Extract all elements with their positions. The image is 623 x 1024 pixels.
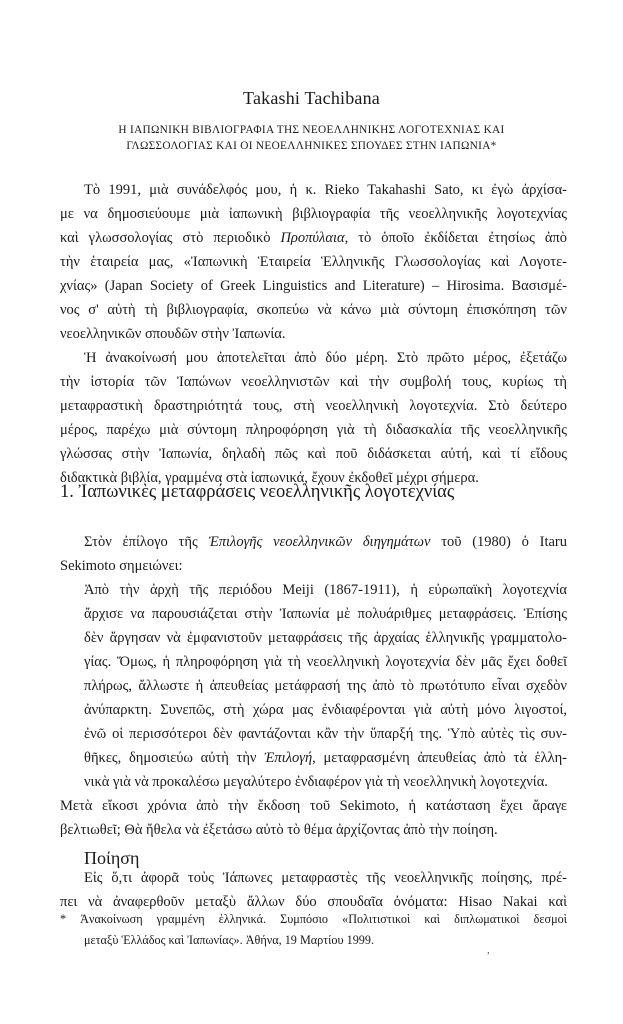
paragraph-2-line-6: διδακτικὰ βιβλία, γραμμένα στὰ ἰαπωνικά, ἔχουν ἐκδοθεῖ μέχρι σήμερα. bbox=[60, 470, 479, 486]
paper-title-line-1: Η ΙΑΠΩΝΙΚΗ ΒΙΒΛΙΟΓΡΑΦΙΑ ΤΗΣ ΝΕΟΕΛΛΗΝΙΚΗΣ ΛΟΓΟΤΕΧΝΙΑΣ ΚΑΙ bbox=[118, 124, 505, 136]
paragraph-2-line-2: τὴν ἱστορία τῶν Ἰαπώνων νεοελληνιστῶν καὶ τὴν συμβολή τους, κυρίως τὴ bbox=[60, 374, 567, 390]
quote-line-8: θῆκες, δημοσιεύω αὐτὴ τὴν Ἐπιλογή, μεταφρασμένη ἀπευθείας ἀπὸ τὰ ἑλλη- bbox=[84, 750, 567, 766]
journal-title: Προπύλαια bbox=[280, 230, 345, 246]
paragraph-1-line-7: νεοελληνικῶν σπουδῶν στὴν Ἰαπωνία. bbox=[60, 326, 286, 342]
quote-line-6: ἀνύπαρκτη. Συνεπῶς, στὴ χώρα μας ἐνδιαφέρονται γιὰ αὐτὴ μόνο λιγοστοί, bbox=[84, 702, 567, 718]
paragraph-2-line-3: μεταφραστικὴ δραστηριότητά τους, στὴ νεοελληνικὴ λογοτεχνία. Στὸ δεύτερο bbox=[60, 398, 567, 414]
paragraph-2-line-5: γλώσσας στὴν Ἰαπωνία, δηλαδὴ πῶς καὶ ποῦ διδάσκεται αὐτή, καὶ τί εἴδους bbox=[60, 446, 567, 462]
paragraph-5-line-1: Εἰς ὅ,τι ἀφορᾶ τοὺς Ἰάπωνες μεταφραστὲς τῆς νεοελληνικῆς ποίησης, πρέ- bbox=[84, 870, 567, 886]
quote-line-4: γίας. Ὅμως, ἡ πληροφόρηση γιὰ τὴ νεοελληνικὴ λογοτεχνία δὲν μᾶς ἔχει δοθεῖ bbox=[84, 654, 567, 670]
paragraph-2-line-1: Ἡ ἀνακοίνωσή μου ἀποτελεῖται ἀπὸ δύο μέρη. Στὸ πρῶτο μέρος, ἐξετάζω bbox=[84, 350, 567, 366]
footnote-line-1: * Ἀνακοίνωση γραμμένη ἑλληνικά. Συμπόσιο «Πολιτιστικοὶ καὶ διπλωματικοὶ δεσμοὶ bbox=[60, 912, 567, 926]
anthology-title: Ἐπιλογή bbox=[264, 750, 313, 766]
paragraph-1-line-5: χνίας» (Japan Society of Greek Linguistics and Literature) – Hirosima. Βασισμέ- bbox=[60, 278, 567, 294]
quote-line-7: ἐνῶ οἱ περισσότεροι δὲν φαντάζονται κἂν τὴν ὕπαρξή της. Ὑπὸ αὐτὲς τὶς συν- bbox=[84, 726, 567, 742]
paragraph-3-line-1: Στὸν ἐπίλογο τῆς Ἐπιλογῆς νεοελληνικῶν διηγημάτων τοῦ (1980) ὁ Itaru bbox=[84, 534, 567, 550]
stray-mark: , bbox=[487, 944, 490, 956]
paragraph-4-line-1: Μετὰ εἴκοσι χρόνια ἀπὸ τὴν ἔκδοση τοῦ Sekimoto, ἡ κατάσταση ἔχει ἄραγε bbox=[60, 798, 567, 814]
paragraph-1-line-1: Τὸ 1991, μιὰ συνάδελφός μου, ἡ κ. Rieko Takahashi Sato, κι ἐγὼ ἀρχίσα- bbox=[84, 182, 567, 198]
quote-line-5: πλήρως, ἄλλωστε ἡ ἀπευθείας μετάφρασή της ἀπὸ τὸ πρωτότυπο εἶναι σχεδὸν bbox=[84, 678, 567, 694]
footnote-line-2: μεταξὺ Ἑλλάδος καὶ Ἰαπωνίας». Ἀθήνα, 19 Μαρτίου 1999. bbox=[84, 933, 375, 947]
section-heading: 1. Ἰαπωνικὲς μεταφράσεις νεοελληνικῆς λογοτεχνίας bbox=[60, 482, 455, 502]
paragraph-2-line-4: μέρος, παρέχω μιὰ σύντομη πληροφόρηση γιὰ τὴ διδασκαλία τῆς νεοελληνικῆς bbox=[60, 422, 567, 438]
quote-line-2: ἄρχισε να παρουσιάζεται στὴν Ἰαπωνία μὲ πολυάριθμες μεταφράσεις. Ἐπίσης bbox=[84, 606, 567, 622]
paragraph-4-line-2: βελτιωθεῖ; Θὰ ἤθελα νὰ ἐξετάσω αὐτὸ τὸ θέμα ἀρχίζοντας ἀπὸ τὴν ποίηση. bbox=[60, 822, 498, 838]
paragraph-1-line-6: νος σ' αὐτὴ τὴ βιβλιογραφία, σκοπεύω νὰ κάνω μιὰ σύντομη ἐπισκόπηση τῶν bbox=[60, 302, 567, 318]
paragraph-5-line-2: πει νὰ ἀναφερθοῦν μεταξὺ ἄλλων δύο σπουδαῖα ὀνόματα: Hisao Nakai καὶ bbox=[60, 894, 567, 910]
quote-line-1: Ἀπὸ τὴν ἀρχὴ τῆς περιόδου Meiji (1867-1911), ἡ εὐρωπαϊκὴ λογοτεχνία bbox=[84, 582, 567, 598]
subsection-heading: Ποίηση bbox=[84, 848, 140, 868]
paragraph-1-line-2: με να δημοσιεύουμε μιὰ ἰαπωνικὴ βιβλιογραφία τῆς νεοελληνικῆς λογοτεχνίας bbox=[60, 206, 567, 222]
author-name: Takashi Tachibana bbox=[243, 88, 380, 108]
quote-line-3: δὲν ἄργησαν νὰ ἐμφανιστοῦν μεταφράσεις τῆς ἀρχαίας ἑλληνικῆς γραμματολο- bbox=[84, 630, 567, 646]
paragraph-1-line-4: τὴν ἑταιρεία μας, «Ἰαπωνικὴ Ἑταιρεία Ἑλληνικῆς Γλωσσολογίας καὶ Λογοτε- bbox=[60, 254, 567, 270]
paragraph-3-line-2: Sekimoto σημειώνει: bbox=[60, 558, 183, 574]
paragraph-1-line-3: καὶ γλωσσολογίας στὸ περιοδικὸ Προπύλαια, τὸ ὁποῖο ἐκδίδεται ἐτησίως ἀπὸ bbox=[60, 230, 567, 246]
paper-title-line-2: ΓΛΩΣΣΟΛΟΓΙΑΣ ΚΑΙ ΟΙ ΝΕΟΕΛΛΗΝΙΚΕΣ ΣΠΟΥΔΕΣ ΣΤΗΝ ΙΑΠΩΝΙΑ* bbox=[126, 140, 497, 152]
quote-line-9: νικὰ γιὰ νὰ προκαλέσω μεγαλύτερο ἐνδιαφέρον γιὰ τὴ νεοελληνικὴ λογοτεχνία. bbox=[84, 774, 548, 790]
book-title: Ἐπιλογῆς νεοελληνικῶν διηγημάτων bbox=[208, 534, 431, 550]
